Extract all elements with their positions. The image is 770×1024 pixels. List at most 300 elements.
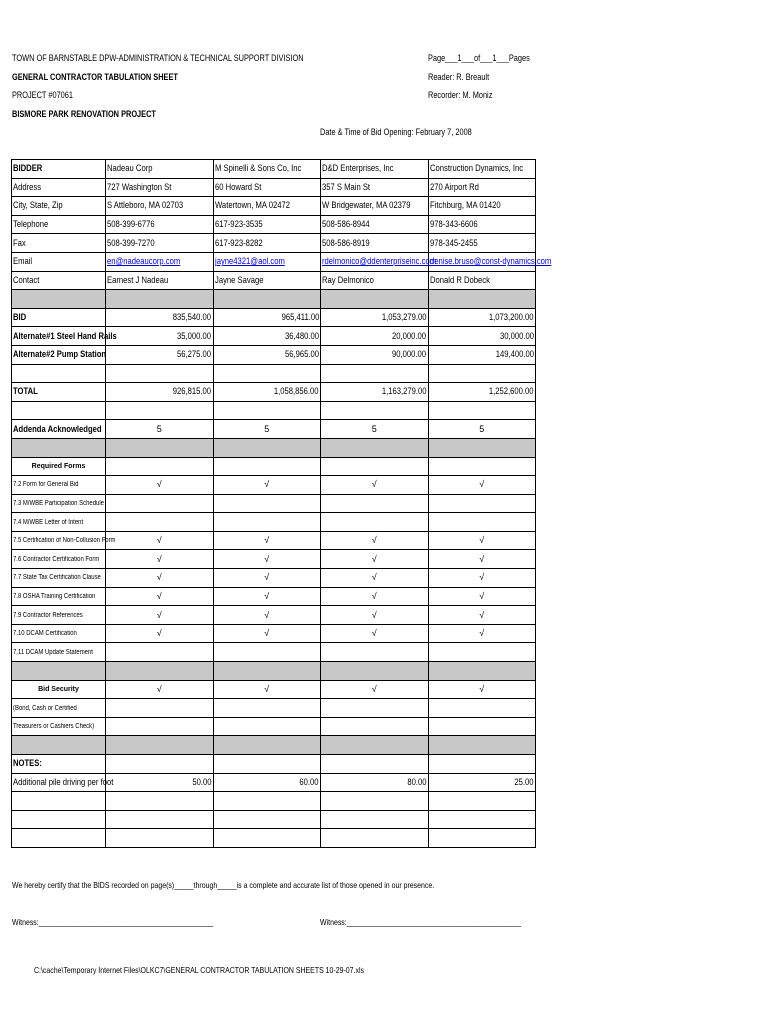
empty-cell: [321, 662, 429, 681]
row-total: [12, 383, 536, 402]
bidder-contact-text: Earnest J Nadeau: [107, 274, 169, 285]
form-check-mark: [321, 531, 429, 550]
form-check-mark-text: √: [156, 535, 162, 546]
form-check-mark: [321, 643, 429, 662]
bidder-total: [213, 383, 321, 402]
empty-cell: [213, 699, 321, 718]
empty-cell: [321, 736, 429, 755]
empty-cell: [213, 401, 321, 420]
bid-security-check-mark: [428, 680, 536, 699]
form-check-mark: [428, 624, 536, 643]
form-row: [12, 569, 536, 588]
bidder-contact: [428, 271, 536, 290]
form-check-mark-text: √: [371, 479, 377, 490]
form-check-mark: [213, 606, 321, 625]
form-label: [12, 513, 106, 532]
bidder-alt1-text: 36,480.00: [284, 330, 319, 341]
form-check-mark: [321, 550, 429, 569]
form-check-mark-text: √: [479, 609, 485, 620]
empty-cell: [213, 810, 321, 829]
bidder-city: [321, 197, 429, 216]
form-check-mark: [428, 531, 536, 550]
bidder-total-text: 1,058,856.00: [274, 386, 319, 397]
bidder-email-text[interactable]: rdelmonico@ddenterpriseinc.com: [322, 256, 437, 267]
form-label-text: 7.11 DCAM Update Statement: [13, 648, 93, 656]
bidder-alt1: [213, 327, 321, 346]
bidder-fax: [428, 234, 536, 253]
witness-line-1: Witness:_____________________________________________: [12, 917, 214, 927]
bidder-alt2: [213, 345, 321, 364]
notes-label: [12, 755, 106, 774]
bidder-name: [106, 160, 214, 179]
label-alt2-text: Alternate#2 Pump Station: [13, 349, 107, 360]
form-check-mark: [321, 476, 429, 495]
bidder-contact: [213, 271, 321, 290]
row-city: [12, 197, 536, 216]
empty-cell: [106, 438, 214, 457]
empty-cell: [12, 736, 106, 755]
form-label-text: 7.6 Contractor Certification Form: [13, 555, 100, 563]
form-label: [12, 587, 106, 606]
label-bid: [12, 308, 106, 327]
form-check-mark: [213, 624, 321, 643]
bidder-name: [213, 160, 321, 179]
form-check-mark: [321, 606, 429, 625]
label-telephone-text: Telephone: [13, 219, 49, 230]
bidder-name-text: D&D Enterprises, Inc: [322, 163, 394, 174]
form-check-mark: [106, 531, 214, 550]
bidder-name: [428, 160, 536, 179]
empty-cell: [213, 662, 321, 681]
form-check-mark-text: √: [264, 553, 270, 564]
label-addenda-text: Addenda Acknowledged: [13, 423, 102, 434]
form-row: [12, 643, 536, 662]
label-email-text: Email: [13, 256, 33, 267]
form-check-mark: [106, 624, 214, 643]
form-label: [12, 606, 106, 625]
form-row: [12, 476, 536, 495]
form-check-mark-text: √: [264, 609, 270, 620]
label-contact: [12, 271, 106, 290]
bidder-fax-text: 617-923-8282: [214, 237, 263, 248]
label-address: [12, 178, 106, 197]
empty-cell: [213, 364, 321, 383]
empty-cell: [428, 810, 536, 829]
label-alt1: [12, 327, 117, 346]
empty-cell: [213, 438, 321, 457]
form-label-text: 7.9 Contractor References: [13, 611, 83, 619]
bidder-telephone-text: 508-399-6776: [107, 219, 155, 230]
empty-cell: [12, 364, 106, 383]
form-label: [12, 531, 116, 550]
empty-cell: [106, 755, 214, 774]
bidder-telephone-text: 978-343-6606: [429, 219, 478, 230]
bid-security-check-mark-text: √: [264, 683, 270, 694]
separator-row: [12, 438, 536, 457]
empty-cell: [321, 810, 429, 829]
empty-cell: [321, 401, 429, 420]
bidder-fax: [213, 234, 321, 253]
bidder-name: [321, 160, 429, 179]
form-check-mark-text: √: [479, 590, 485, 601]
blank-row: [12, 829, 536, 848]
separator-row: [12, 290, 536, 309]
sheet-title: GENERAL CONTRACTOR TABULATION SHEET: [12, 72, 178, 82]
bidder-contact: [321, 271, 429, 290]
form-label-text: 7.10 DCAM Certification: [13, 630, 77, 638]
treasurers-label-text: Treasurers or Cashiers Check): [13, 723, 95, 731]
form-label-text: 7.2 Form for General Bid: [13, 481, 79, 489]
bidder-address-text: 727 Washington St: [107, 181, 172, 192]
bidder-total-text: 926,815.00: [173, 386, 212, 397]
bidder-city: [106, 197, 214, 216]
row-required-forms: [12, 457, 536, 476]
empty-cell: [321, 438, 429, 457]
form-row: [12, 624, 536, 643]
bidder-address-text: 60 Howard St: [214, 181, 261, 192]
bidder-alt2: [106, 345, 214, 364]
bidder-pile-text: 25.00: [514, 776, 534, 787]
form-check-mark: [106, 513, 214, 532]
bidder-address-text: 357 S Main St: [322, 181, 371, 192]
empty-cell: [321, 457, 429, 476]
bid-security-label: [12, 680, 106, 699]
empty-cell: [428, 457, 536, 476]
witness-line-2: Witness:_____________________________________________: [320, 917, 522, 927]
form-check-mark: [428, 494, 536, 513]
bidder-telephone: [321, 215, 429, 234]
project-number: PROJECT #07061: [12, 90, 73, 100]
bidder-bid: [213, 308, 321, 327]
form-check-mark: [213, 550, 321, 569]
bidder-email-text[interactable]: en@nadeaucorp.com: [107, 256, 181, 267]
notes-label-text: NOTES:: [13, 758, 42, 769]
page-count: Page___1___of___1___Pages: [428, 53, 530, 63]
bidder-telephone-text: 617-923-3535: [214, 219, 263, 230]
bidder-addenda-text: 5: [264, 423, 270, 434]
empty-cell: [213, 290, 321, 309]
bidder-alt2: [428, 345, 536, 364]
empty-cell: [321, 829, 429, 848]
label-alt2: [12, 345, 106, 364]
bidder-total: [321, 383, 429, 402]
bidder-name-text: Nadeau Corp: [107, 163, 153, 174]
form-check-mark: [213, 513, 321, 532]
bidder-email: [321, 252, 437, 271]
form-check-mark: [428, 550, 536, 569]
empty-cell: [213, 829, 321, 848]
empty-cell: [428, 755, 536, 774]
town-header: TOWN OF BARNSTABLE DPW-ADMINISTRATION & TECHNICAL SUPPORT DIVISION: [12, 53, 304, 63]
empty-cell: [321, 792, 429, 811]
bidder-contact-text: Donald R Dobeck: [429, 274, 490, 285]
bidder-alt2-text: 56,965.00: [284, 349, 319, 360]
blank-row: [12, 810, 536, 829]
form-check-mark: [428, 587, 536, 606]
bidder-alt1: [321, 327, 429, 346]
bid-security-check-mark-text: √: [479, 683, 485, 694]
bidder-total: [428, 383, 536, 402]
label-bid-text: BID: [13, 312, 27, 323]
form-label: [12, 550, 106, 569]
row-alt1: [12, 327, 536, 346]
required-forms-heading-text: Required Forms: [31, 462, 86, 470]
form-check-mark-text: √: [371, 553, 377, 564]
empty-cell: [428, 401, 536, 420]
label-address-text: Address: [13, 181, 42, 192]
form-check-mark: [213, 531, 321, 550]
form-row: [12, 606, 536, 625]
bidder-total-text: 1,163,279.00: [381, 386, 427, 397]
empty-cell: [12, 829, 106, 848]
bidder-alt1-text: 30,000.00: [499, 330, 534, 341]
empty-cell: [106, 699, 214, 718]
form-check-mark-text: √: [479, 628, 485, 639]
form-label: [12, 569, 106, 588]
empty-cell: [428, 699, 536, 718]
empty-cell: [428, 662, 536, 681]
label-total: [12, 383, 106, 402]
empty-cell: [321, 699, 429, 718]
empty-cell: [213, 717, 321, 736]
form-check-mark-text: √: [264, 628, 270, 639]
empty-cell: [106, 829, 214, 848]
form-row: [12, 494, 536, 513]
form-check-mark: [428, 513, 536, 532]
empty-cell: [106, 364, 214, 383]
bidder-addenda-text: 5: [156, 423, 162, 434]
form-check-mark: [428, 643, 536, 662]
bidder-city-text: W Bridgewater, MA 02379: [322, 200, 411, 211]
empty-cell: [428, 792, 536, 811]
bidder-fax-text: 508-586-8919: [322, 237, 370, 248]
empty-cell: [12, 401, 106, 420]
blank-row: [12, 792, 536, 811]
bidder-email-text[interactable]: jayne4321@aol.com: [214, 256, 285, 267]
form-check-mark: [321, 494, 429, 513]
bidder-alt1: [106, 327, 214, 346]
bidder-city-text: Fitchburg, MA 01420: [429, 200, 501, 211]
empty-cell: [321, 290, 429, 309]
form-check-mark-text: √: [156, 572, 162, 583]
bidder-email-text[interactable]: denise.bruso@const-dynamics.com: [429, 256, 551, 267]
bidder-email: [428, 252, 551, 271]
bidder-pile: [213, 773, 321, 792]
form-check-mark-text: √: [264, 535, 270, 546]
bidder-email: [213, 252, 321, 271]
treasurers-label: [12, 717, 106, 736]
label-telephone: [12, 215, 106, 234]
form-check-mark: [321, 569, 429, 588]
form-check-mark-text: √: [371, 535, 377, 546]
form-check-mark-text: √: [479, 479, 485, 490]
bid-security-check-mark-text: √: [156, 683, 162, 694]
form-check-mark: [428, 476, 536, 495]
bidder-pile: [428, 773, 536, 792]
form-label-text: 7.5 Certification of Non-Collusion Form: [13, 537, 116, 545]
label-email: [12, 252, 106, 271]
form-check-mark: [106, 643, 214, 662]
label-name-text: BIDDER: [13, 163, 43, 174]
bidder-address: [213, 178, 321, 197]
form-check-mark: [213, 643, 321, 662]
bidder-alt2-text: 56,275.00: [177, 349, 212, 360]
row-name: [12, 160, 536, 179]
form-check-mark-text: √: [371, 590, 377, 601]
bidder-address: [428, 178, 536, 197]
bidder-name-text: Construction Dynamics, Inc: [429, 163, 523, 174]
bidder-addenda-text: 5: [371, 423, 377, 434]
label-addenda: [12, 420, 106, 439]
label-fax: [12, 234, 106, 253]
file-path: C:\cache\Temporary Internet Files\OLKC7\GENERAL CONTRACTOR TABULATION SHEETS 10-29-07.xls: [34, 965, 365, 975]
form-check-mark: [106, 606, 214, 625]
empty-cell: [12, 810, 106, 829]
blank-row: [12, 401, 536, 420]
bidder-pile-text: 80.00: [407, 776, 427, 787]
empty-cell: [213, 457, 321, 476]
empty-cell: [12, 290, 106, 309]
bidder-addenda: [428, 420, 536, 439]
form-label: [12, 476, 106, 495]
bidder-telephone: [213, 215, 321, 234]
form-check-mark-text: √: [264, 572, 270, 583]
bidder-alt2-text: 149,400.00: [495, 349, 534, 360]
bidder-fax: [321, 234, 429, 253]
bid-security-check-mark: [106, 680, 214, 699]
empty-cell: [213, 736, 321, 755]
bidder-city: [428, 197, 536, 216]
label-city-text: City, State, Zip: [13, 200, 63, 211]
separator-row: [12, 662, 536, 681]
form-label-text: 7.8 OSHA Training Certification: [13, 592, 96, 600]
bidder-alt1: [428, 327, 536, 346]
certification-statement: We hereby certify that the BIDS recorded on page(s)_____through_____is a complete and accurate list of those opened in our presence.: [12, 880, 435, 890]
empty-cell: [428, 736, 536, 755]
form-label-text: 7.4 M/WBE Letter of Intent: [13, 518, 84, 526]
bidder-name-text: M Spinelli & Sons Co, Inc: [214, 163, 301, 174]
bidder-contact-text: Jayne Savage: [214, 274, 263, 285]
tabulation-table: [11, 159, 551, 848]
bidder-pile: [106, 773, 214, 792]
empty-cell: [106, 717, 214, 736]
form-row: [12, 513, 536, 532]
form-check-mark: [321, 513, 429, 532]
bidder-address-text: 270 Airport Rd: [429, 181, 479, 192]
form-check-mark-text: √: [156, 479, 162, 490]
form-check-mark-text: √: [156, 553, 162, 564]
label-contact-text: Contact: [13, 274, 40, 285]
label-name: [12, 160, 106, 179]
form-check-mark: [213, 569, 321, 588]
bidder-fax-text: 508-399-7270: [107, 237, 155, 248]
form-check-mark: [321, 587, 429, 606]
bidder-fax-text: 978-345-2455: [429, 237, 478, 248]
bidder-total: [106, 383, 214, 402]
label-pile-text: Additional pile driving per foot: [13, 776, 114, 787]
bid-security-check-mark: [213, 680, 321, 699]
bidder-bid: [321, 308, 429, 327]
row-pile: [12, 773, 536, 792]
label-total-text: TOTAL: [13, 386, 38, 397]
form-check-mark-text: √: [371, 609, 377, 620]
empty-cell: [106, 457, 214, 476]
bidder-addenda: [321, 420, 429, 439]
label-fax-text: Fax: [13, 237, 26, 248]
bidder-bid-text: 1,053,279.00: [381, 312, 427, 323]
row-bid: [12, 308, 536, 327]
label-pile: [12, 773, 114, 792]
bidder-telephone: [106, 215, 214, 234]
form-check-mark-text: √: [371, 628, 377, 639]
form-label-text: 7.3 M/WBE Participation Schedule: [13, 499, 104, 507]
bidder-pile: [321, 773, 429, 792]
bidder-alt2-text: 90,000.00: [392, 349, 427, 360]
row-treasurers: [12, 717, 536, 736]
row-bond: [12, 699, 536, 718]
bidder-alt2: [321, 345, 429, 364]
bidder-addenda: [106, 420, 214, 439]
form-check-mark: [213, 587, 321, 606]
form-row: [12, 550, 536, 569]
empty-cell: [321, 717, 429, 736]
form-label-text: 7.7 State Tax Certification Clause: [13, 574, 101, 582]
empty-cell: [428, 438, 536, 457]
bidder-bid: [106, 308, 214, 327]
form-label: [12, 494, 106, 513]
bidder-bid-text: 1,073,200.00: [489, 312, 534, 323]
bidder-addenda-text: 5: [479, 423, 485, 434]
empty-cell: [321, 364, 429, 383]
bid-opening-date: Date & Time of Bid Opening: February 7, 2008: [320, 127, 472, 137]
bidder-total-text: 1,252,600.00: [489, 386, 534, 397]
empty-cell: [428, 829, 536, 848]
form-check-mark: [428, 569, 536, 588]
bidder-bid-text: 965,411.00: [281, 312, 319, 323]
form-check-mark: [106, 569, 214, 588]
empty-cell: [106, 792, 214, 811]
form-check-mark-text: √: [264, 590, 270, 601]
required-forms-heading: [12, 457, 106, 476]
row-address: [12, 178, 536, 197]
form-check-mark-text: √: [264, 479, 270, 490]
form-check-mark: [213, 476, 321, 495]
form-check-mark: [106, 550, 214, 569]
empty-cell: [12, 792, 106, 811]
bidder-city-text: S Attleboro, MA 02703: [107, 200, 184, 211]
form-label: [12, 643, 106, 662]
bidder-city: [213, 197, 321, 216]
empty-cell: [428, 290, 536, 309]
bidder-pile-text: 60.00: [299, 776, 319, 787]
separator-row: [12, 736, 536, 755]
bid-security-check-mark-text: √: [371, 683, 377, 694]
form-check-mark: [321, 624, 429, 643]
row-fax: [12, 234, 536, 253]
row-telephone: [12, 215, 536, 234]
bidder-city-text: Watertown, MA 02472: [214, 200, 290, 211]
bidder-addenda: [213, 420, 321, 439]
empty-cell: [428, 364, 536, 383]
empty-cell: [106, 736, 214, 755]
empty-cell: [12, 662, 106, 681]
form-row: [12, 531, 536, 550]
form-check-mark: [106, 476, 214, 495]
bidder-email: [106, 252, 214, 271]
empty-cell: [12, 438, 106, 457]
bidder-alt1-text: 35,000.00: [177, 330, 212, 341]
row-addenda: [12, 420, 536, 439]
